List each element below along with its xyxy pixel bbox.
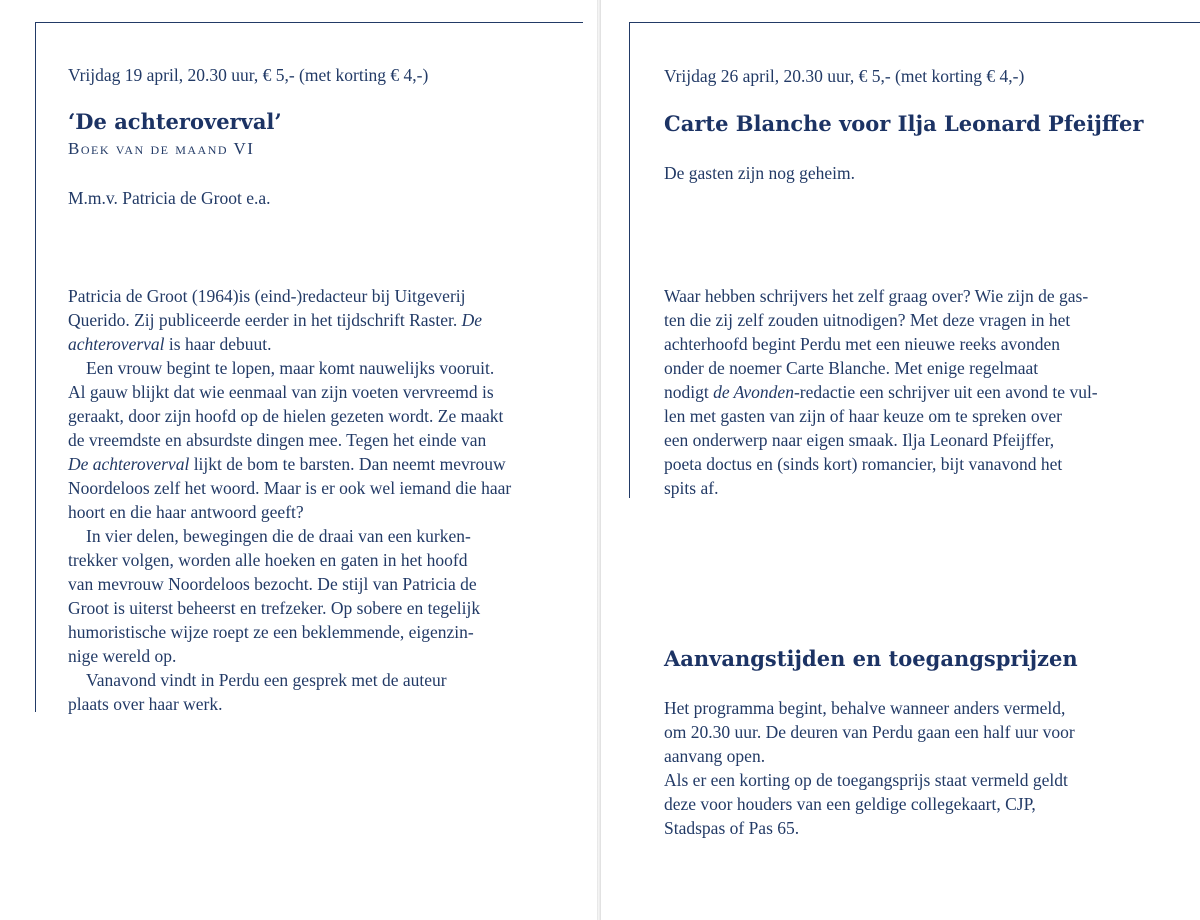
body-line: ten die zij zelf zouden uitnodigen? Met deze vragen in het	[664, 310, 1071, 330]
body-line: deze voor houders van een geldige collegekaart, CJP,	[664, 794, 1036, 814]
body-line: spits af.	[664, 478, 719, 498]
body-line: len met gasten van zijn of haar keuze om te spreken over	[664, 406, 1062, 426]
body-line: Stadspas of Pas 65.	[664, 818, 800, 838]
body-line: Het programma begint, behalve wanneer anders vermeld,	[664, 698, 1066, 718]
event-description	[68, 284, 568, 716]
body-line: Als er een korting op de toegangsprijs staat vermeld geldt	[664, 770, 1068, 790]
body-line: Groot is uiterst beheerst en trefzeker. Op sobere en tegelijk	[68, 598, 481, 618]
body-line: Noordeloos zelf het woord. Maar is er ook wel iemand die haar	[68, 478, 512, 498]
body-line: hoort en die haar antwoord geeft?	[68, 502, 304, 522]
body-line: geraakt, door zijn hoofd op de hielen gezeten wordt. Ze maakt	[68, 406, 504, 426]
body-line: Patricia de Groot (1964)is (eind-)redacteur bij Uitgeverij	[68, 286, 466, 306]
body-line: De achteroverval lijkt de bom te barsten. Dan neemt mevrouw	[68, 454, 506, 474]
event-dateline: Vrijdag 19 april, 20.30 uur, € 5,- (met korting € 4,-)	[68, 65, 429, 85]
page-gutter	[597, 0, 601, 920]
body-line: Querido. Zij publiceerde eerder in het tijdschrift Raster. De	[68, 310, 483, 330]
body-line: nodigt de Avonden-redactie een schrijver uit een avond te vul-	[664, 382, 1098, 402]
top-rule	[629, 22, 1200, 23]
event-title: ‘De achteroverval’	[68, 109, 282, 134]
body-line: Al gauw blijkt dat wie eenmaal van zijn voeten vervreemd is	[68, 382, 494, 402]
body-line: In vier delen, bewegingen die de draai van een kurken-	[86, 526, 471, 546]
body-line: Een vrouw begint te lopen, maar komt nauwelijks vooruit.	[86, 358, 495, 378]
body-line: Waar hebben schrijvers het zelf graag over? Wie zijn de gas-	[664, 286, 1089, 306]
section-body	[664, 696, 1184, 840]
right-page	[602, 0, 1200, 920]
event-credits: M.m.v. Patricia de Groot e.a.	[68, 188, 271, 208]
body-line: humoristische wijze roept ze een beklemmende, eigenzin-	[68, 622, 474, 642]
body-line: plaats over haar werk.	[68, 694, 223, 714]
body-line: achteroverval is haar debuut.	[68, 334, 272, 354]
body-line: nige wereld op.	[68, 646, 177, 666]
side-rule	[35, 22, 36, 712]
body-line: de vreemdste en absurdste dingen mee. Tegen het einde van	[68, 430, 487, 450]
event-dateline: Vrijdag 26 april, 20.30 uur, € 5,- (met korting € 4,-)	[664, 66, 1025, 86]
event-subtitle: De gasten zijn nog geheim.	[664, 163, 855, 183]
body-line: onder de noemer Carte Blanche. Met enige regelmaat	[664, 358, 1039, 378]
body-line: van mevrouw Noordeloos bezocht. De stijl van Patricia de	[68, 574, 477, 594]
body-line: achterhoofd begint Perdu met een nieuwe reeks avonden	[664, 334, 1061, 354]
body-line: aanvang open.	[664, 746, 766, 766]
section-title: Aanvangstijden en toegangsprijzen	[664, 646, 1078, 671]
body-line: Vanavond vindt in Perdu een gesprek met de auteur	[86, 670, 447, 690]
body-line: poeta doctus en (sinds kort) romancier, bijt vanavond het	[664, 454, 1063, 474]
body-line: om 20.30 uur. De deuren van Perdu gaan een half uur voor	[664, 722, 1075, 742]
event-description	[664, 284, 1184, 500]
left-page	[0, 0, 598, 920]
body-line: trekker volgen, worden alle hoeken en gaten in het hoofd	[68, 550, 468, 570]
event-series: Boek van de maand VI	[68, 139, 255, 158]
side-rule	[629, 22, 630, 498]
top-rule	[35, 22, 583, 23]
event-title: Carte Blanche voor Ilja Leonard Pfeijffer	[664, 111, 1144, 136]
body-line: een onderwerp naar eigen smaak. Ilja Leonard Pfeijffer,	[664, 430, 1055, 450]
